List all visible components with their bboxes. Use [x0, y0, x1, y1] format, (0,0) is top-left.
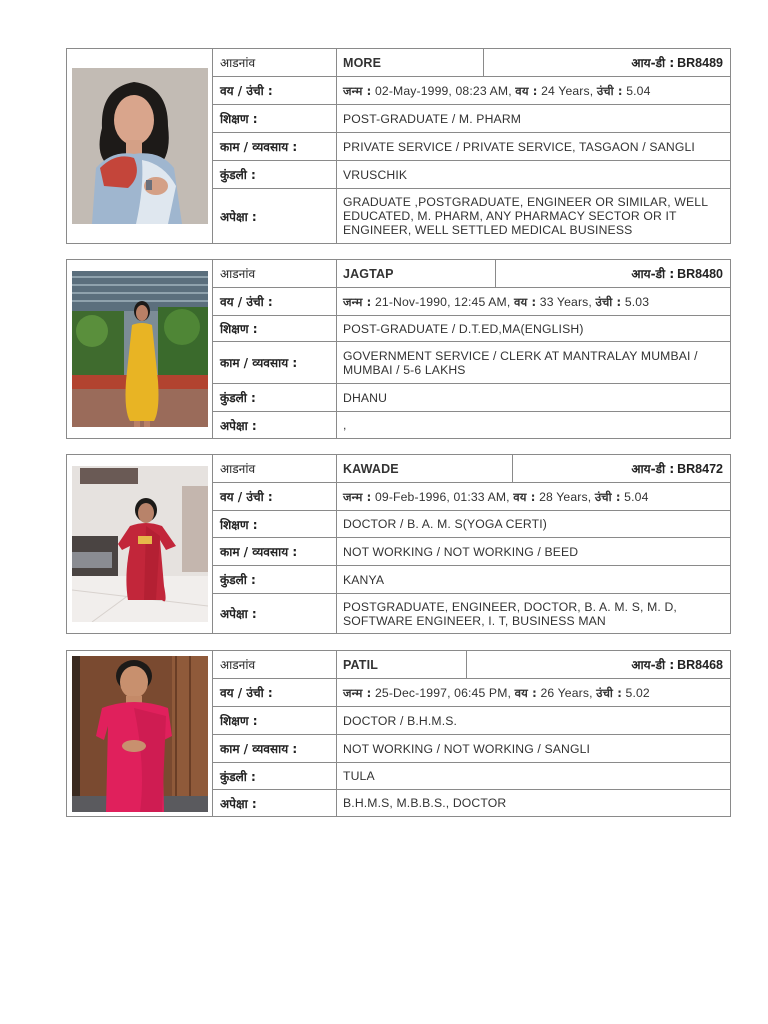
birth-info [337, 77, 730, 104]
surname-value: KAWADE [337, 455, 513, 482]
age-label: वय : [513, 489, 536, 504]
occupation-row [213, 342, 730, 384]
age-value: 24 Years, [541, 83, 594, 98]
expectation-value: GRADUATE ,POSTGRADUATE, ENGINEER OR SIMILAR, WELL EDUCATED, M. PHARM, ANY PHARMACY SECTOR OR IT ENGINEER, WELL SETTLED MEDICAL BUSINESS [343, 195, 708, 237]
occupation-label: काम / व्यवसाय : [213, 735, 337, 762]
height-value: 5.04 [626, 83, 651, 98]
age-height-label: वय / उंची : [213, 679, 337, 706]
surname-label: आडनांव [213, 49, 337, 76]
birth-value: 25-Dec-1997, 06:45 PM, [374, 685, 512, 700]
birth-label: जन्म : [343, 83, 372, 98]
id-value: BR8468 [677, 657, 723, 672]
photo-cell [67, 260, 213, 438]
age-height-row [213, 679, 730, 707]
height-label: उंची : [596, 83, 623, 98]
horoscope-value: VRUSCHIK [343, 167, 408, 182]
id-cell [513, 455, 730, 482]
horoscope-label: कुंडली : [213, 161, 337, 188]
birth-label: जन्म : [343, 489, 372, 504]
id-cell [496, 260, 730, 287]
expectation-value: POSTGRADUATE, ENGINEER, DOCTOR, B. A. M. S, M. D, SOFTWARE ENGINEER, I. T, BUSINESS MAN [343, 599, 677, 628]
horoscope-value: KANYA [343, 572, 385, 587]
age-height-label: वय / उंची : [213, 483, 337, 510]
id-value: BR8472 [677, 461, 723, 476]
education-label: शिक्षण : [213, 511, 337, 537]
expectation-row [213, 594, 730, 633]
height-value: 5.03 [624, 294, 650, 309]
horoscope-value: DHANU [343, 390, 388, 405]
age-label: वय : [513, 294, 537, 309]
horoscope-row [213, 384, 730, 412]
birth-info [337, 679, 730, 706]
photo-cell [67, 49, 213, 243]
education-label: शिक्षण : [213, 316, 337, 341]
education-row [213, 707, 730, 735]
height-label: उंची : [595, 294, 622, 309]
age-value: 33 Years, [539, 294, 592, 309]
age-height-row [213, 77, 730, 105]
horoscope-value: TULA [343, 769, 375, 783]
profile-card [66, 259, 731, 439]
age-height-row [213, 483, 730, 511]
expectation-label: अपेक्षा : [213, 594, 337, 633]
height-value: 5.04 [624, 489, 649, 504]
education-value: DOCTOR / B. A. M. S(YOGA CERTI) [343, 517, 547, 531]
age-value: 26 Years, [540, 685, 593, 700]
birth-label: जन्म : [343, 685, 372, 700]
profile-card [66, 48, 731, 244]
occupation-label: काम / व्यवसाय : [213, 342, 337, 383]
expectation-row [213, 790, 730, 816]
id-label: आय-डी : [631, 658, 675, 672]
profile-card [66, 650, 731, 817]
id-value: BR8480 [677, 266, 723, 281]
surname-row [213, 455, 730, 483]
age-label: वय : [514, 685, 537, 700]
profile-card [66, 454, 731, 634]
birth-value: 09-Feb-1996, 01:33 AM, [374, 489, 510, 504]
id-value: BR8489 [677, 55, 723, 70]
occupation-value: GOVERNMENT SERVICE / CLERK AT MANTRALAY MUMBAI / MUMBAI / 5-6 LAKHS [343, 348, 698, 377]
occupation-value: NOT WORKING / NOT WORKING / SANGLI [343, 741, 591, 756]
education-value: DOCTOR / B.H.M.S. [343, 713, 458, 728]
education-label: शिक्षण : [213, 105, 337, 132]
expectation-row [213, 412, 730, 438]
expectation-label: अपेक्षा : [213, 790, 337, 816]
occupation-row [213, 735, 730, 763]
birth-value: 02-May-1999, 08:23 AM, [374, 83, 512, 98]
age-label: वय : [515, 83, 538, 98]
profile-photo [72, 271, 208, 427]
profile-photo [72, 68, 208, 224]
age-height-label: वय / उंची : [213, 288, 337, 315]
surname-value: PATIL [337, 651, 467, 678]
horoscope-row [213, 763, 730, 790]
birth-info [337, 483, 730, 510]
education-value: POST-GRADUATE / M. PHARM [343, 111, 522, 126]
id-label: आय-डी : [631, 56, 675, 70]
expectation-row [213, 189, 730, 243]
expectation-label: अपेक्षा : [213, 189, 337, 243]
occupation-row [213, 133, 730, 161]
expectation-value: , [343, 418, 347, 432]
surname-label: आडनांव [213, 260, 337, 287]
horoscope-row [213, 161, 730, 189]
id-cell [484, 49, 730, 76]
height-value: 5.02 [625, 685, 650, 700]
birth-info [337, 288, 730, 315]
age-height-label: वय / उंची : [213, 77, 337, 104]
id-label: आय-डी : [631, 462, 675, 476]
occupation-value: PRIVATE SERVICE / PRIVATE SERVICE, TASGAON / SANGLI [343, 139, 695, 154]
expectation-value: B.H.M.S, M.B.B.S., DOCTOR [343, 796, 507, 810]
photo-cell [67, 455, 213, 633]
surname-value: MORE [337, 49, 484, 76]
surname-value: JAGTAP [337, 260, 496, 287]
horoscope-label: कुंडली : [213, 566, 337, 593]
surname-label: आडनांव [213, 651, 337, 678]
age-value: 28 Years, [539, 489, 592, 504]
height-label: उंची : [594, 489, 621, 504]
occupation-label: काम / व्यवसाय : [213, 133, 337, 160]
profile-photo [72, 656, 208, 812]
photo-cell [67, 651, 213, 816]
education-row [213, 105, 730, 133]
surname-row [213, 260, 730, 288]
occupation-label: काम / व्यवसाय : [213, 538, 337, 565]
education-row [213, 316, 730, 342]
horoscope-label: कुंडली : [213, 384, 337, 411]
height-label: उंची : [596, 685, 622, 700]
surname-row [213, 651, 730, 679]
profile-photo [72, 466, 208, 622]
surname-row [213, 49, 730, 77]
education-label: शिक्षण : [213, 707, 337, 734]
horoscope-label: कुंडली : [213, 763, 337, 789]
age-height-row [213, 288, 730, 316]
surname-label: आडनांव [213, 455, 337, 482]
horoscope-row [213, 566, 730, 594]
education-row [213, 511, 730, 538]
id-label: आय-डी : [631, 267, 675, 281]
education-value: POST-GRADUATE / D.T.ED,MA(ENGLISH) [343, 321, 584, 336]
id-cell [467, 651, 730, 678]
birth-label: जन्म : [343, 294, 372, 309]
expectation-label: अपेक्षा : [213, 412, 337, 438]
occupation-row [213, 538, 730, 566]
birth-value: 21-Nov-1990, 12:45 AM, [374, 294, 511, 309]
occupation-value: NOT WORKING / NOT WORKING / BEED [343, 544, 579, 559]
